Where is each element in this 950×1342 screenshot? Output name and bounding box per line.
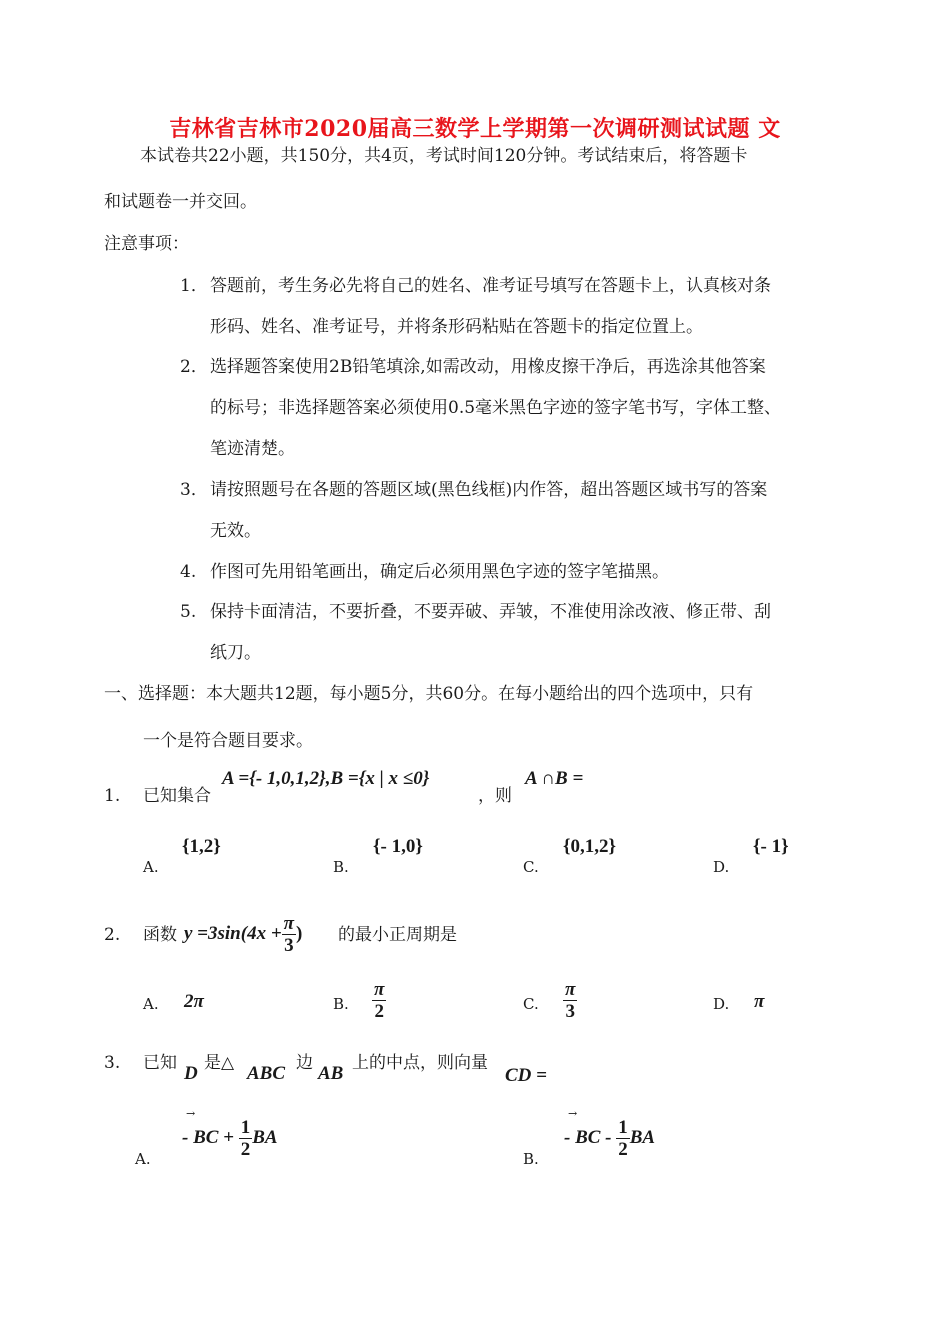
function-right: ) (296, 922, 303, 944)
note-number: 1． (180, 276, 208, 296)
math-set-definition: A ={- 1,0,1,2},B ={x | x ≤0} (222, 768, 430, 789)
note-text: 答题前，考生务必先将自己的姓名、准考证号填写在答题卡上，认真核对条 (210, 276, 771, 296)
expression-right: BA (252, 1126, 278, 1148)
question-text: 已知集合 (143, 786, 211, 806)
math-vector-cd: CD = (505, 1065, 547, 1086)
note-number: 4. (180, 562, 197, 582)
question-text: 边 (296, 1053, 313, 1073)
option-label: A. (135, 1150, 151, 1168)
note-text: 的标号；非选择题答案必须使用0.5毫米黑色字迹的签字笔书写，字体工整、 (210, 398, 782, 418)
note-text: 作图可先用铅笔画出，确定后必须用黑色字迹的签字笔描黑。 (210, 562, 669, 582)
note-number: 3． (180, 480, 208, 500)
math-point-d: D (184, 1063, 198, 1084)
option-value: 2π (184, 991, 204, 1012)
fraction-denominator: 3 (565, 1001, 575, 1022)
question-number: 2. (104, 925, 121, 945)
option-label: C. (523, 995, 539, 1013)
math-intersection: A ∩B = (525, 768, 584, 789)
option-fraction (372, 980, 386, 1021)
math-function (184, 914, 302, 955)
fraction-numerator: π (283, 913, 295, 934)
fraction-numerator: 1 (618, 1117, 628, 1138)
section-heading-cont: 一个是符合题目要求。 (143, 731, 313, 751)
option-label: B. (333, 858, 349, 876)
question-text: 上的中点，则向量 (352, 1053, 488, 1073)
expression-left: - BC - (564, 1126, 612, 1148)
notes-heading: 注意事项： (104, 234, 189, 254)
option-label: B. (523, 1150, 539, 1168)
note-text: 形码、姓名、准考证号，并将条形码粘贴在答题卡的指定位置上。 (210, 317, 703, 337)
fraction-numerator: π (374, 979, 385, 1000)
document-title: 吉林省吉林市2020届高三数学上学期第一次调研测试试题 文 (169, 116, 781, 142)
vector-arrow-icon: → (186, 1107, 196, 1120)
option-value: {- 1,0} (373, 836, 423, 857)
option-label: B. (333, 995, 349, 1013)
option-label: D. (713, 995, 730, 1013)
math-triangle: ABC (247, 1063, 286, 1084)
question-text: 已知 (143, 1053, 177, 1073)
note-text: 纸刀。 (210, 643, 261, 663)
note-text: 选择题答案使用2B铅笔填涂,如需改动，用橡皮擦干净后，再选涂其他答案 (210, 357, 766, 377)
option-value: {- 1} (753, 836, 789, 857)
question-text: 函数 (143, 925, 177, 945)
option-label: A. (143, 858, 159, 876)
option-label: A. (143, 995, 159, 1013)
question-text: 是△ (204, 1053, 235, 1073)
fraction-denominator: 2 (374, 1001, 384, 1022)
expression-left: - BC + (182, 1126, 234, 1148)
fraction-denominator: 2 (618, 1139, 628, 1160)
option-fraction (563, 980, 577, 1021)
question-number: 1. (104, 786, 121, 806)
option-value: π (754, 991, 765, 1012)
math-side: AB (318, 1063, 344, 1084)
fraction-numerator: 1 (240, 1117, 251, 1138)
note-number: 2． (180, 357, 208, 377)
option-label: C. (523, 858, 539, 876)
intro-line-1: 本试卷共22小题，共150分，共4页，考试时间120分钟。考试结束后，将答题卡 (140, 146, 748, 166)
fraction-numerator: π (565, 979, 576, 1000)
question-number: 3. (104, 1053, 121, 1073)
note-number: 5. (180, 602, 197, 622)
option-vector-expression (182, 1118, 278, 1159)
fraction (282, 914, 296, 955)
option-value: {1,2} (182, 836, 221, 857)
note-text: 笔迹清楚。 (210, 439, 295, 459)
note-text: 请按照题号在各题的答题区域(黑色线框)内作答，超出答题区域书写的答案 (210, 480, 768, 500)
question-text: 的最小正周期是 (338, 925, 457, 945)
option-vector-expression (564, 1118, 655, 1159)
option-value: {0,1,2} (563, 836, 616, 857)
fraction-denominator: 2 (240, 1139, 251, 1160)
function-left: y =3sin(4x + (184, 922, 282, 944)
fraction-denominator: 3 (284, 935, 294, 956)
option-label: D. (713, 858, 730, 876)
expression-right: BA (629, 1126, 656, 1148)
vector-arrow-icon: → (568, 1107, 578, 1120)
question-text: ，则 (478, 786, 512, 806)
note-text: 保持卡面清洁，不要折叠，不要弄破、弄皱，不准使用涂改液、修正带、刮 (210, 602, 771, 622)
intro-line-2: 和试题卷一并交回。 (104, 192, 257, 212)
section-heading: 一、选择题：本大题共12题，每小题5分，共60分。在每小题给出的四个选项中，只有 (104, 684, 754, 704)
note-text: 无效。 (210, 521, 261, 541)
